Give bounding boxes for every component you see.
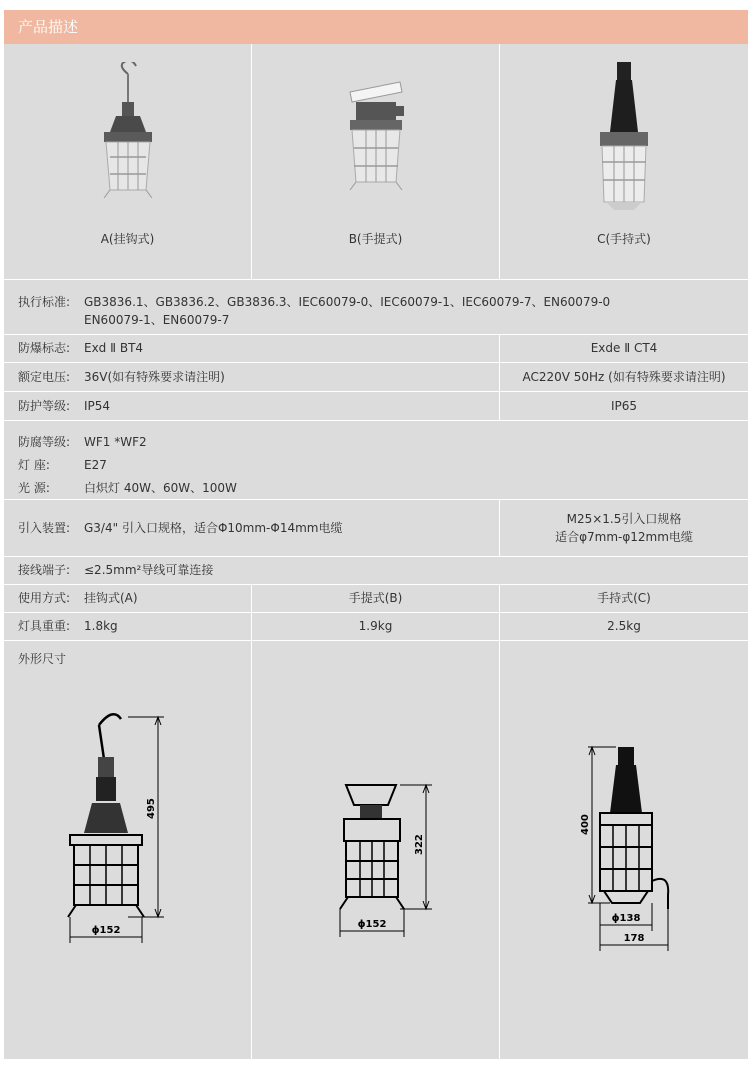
product-a <box>4 44 252 279</box>
voltage-label: 额定电压: <box>18 370 71 384</box>
product-a-caption: A(挂钩式) <box>100 232 155 246</box>
hook-lamp-drawing <box>4 641 252 1059</box>
product-c-caption: C(手持式) <box>597 232 651 246</box>
spec-table <box>4 44 748 1060</box>
weight-a: 1.8kg <box>84 619 118 633</box>
product-sheet <box>4 10 748 1060</box>
product-c <box>500 44 748 279</box>
handheld-lamp-drawing <box>500 641 748 1059</box>
usage-b: 手提式(B) <box>252 585 500 612</box>
ex-mark-row <box>4 335 748 363</box>
dimension-b <box>252 641 500 1059</box>
voltage-ab: 36V(如有特殊要求请注明) <box>84 370 225 384</box>
dim-b-width: ϕ152 <box>357 919 387 930</box>
standard-line2: EN60079-1、EN60079-7 <box>84 313 230 327</box>
handheld-lamp-photo <box>584 62 664 222</box>
section-header <box>4 10 748 44</box>
terminal-label: 接线端子: <box>18 563 71 577</box>
terminal-row <box>4 557 748 585</box>
dim-a-width: ϕ152 <box>91 925 121 936</box>
inlet-row <box>4 500 748 557</box>
lamp-base-value: E27 <box>84 458 107 472</box>
standard-line1: GB3836.1、GB3836.2、GB3836.3、IEC60079-0、IEC60079-1、IEC60079-7、EN60079-0 <box>84 295 611 309</box>
protection-c: IP65 <box>610 399 638 413</box>
product-b-caption: B(手提式) <box>348 232 403 246</box>
dimension-a <box>4 641 252 1059</box>
inlet-label: 引入装置: <box>18 521 71 535</box>
inlet-c-line1: M25×1.5引入口规格 <box>566 512 682 526</box>
lamp-base-label: 灯 座: <box>18 458 50 472</box>
product-photo-row <box>4 44 748 280</box>
protection-ab: IP54 <box>84 399 111 413</box>
usage-label: 使用方式: <box>18 591 71 605</box>
ex-mark-c: Exde Ⅱ CT4 <box>590 341 658 355</box>
ex-mark-label: 防爆标志: <box>18 341 71 355</box>
usage-a: 挂钩式(A) <box>84 591 138 605</box>
inlet-ab: G3/4" 引入口规格，适合Φ10mm-Φ14mm电缆 <box>84 521 343 535</box>
dim-c-width: ϕ138 <box>611 913 641 924</box>
usage-c: 手持式(C) <box>597 591 651 605</box>
weight-c: 2.5kg <box>607 619 641 633</box>
anticorrosion-value: WF1 *WF2 <box>84 435 147 449</box>
protection-row <box>4 392 748 421</box>
light-source-value: 白炽灯 40W、60W、100W <box>84 481 237 495</box>
dimension-row <box>4 641 748 1060</box>
dim-c-height: 400 <box>580 814 591 835</box>
product-b <box>252 44 500 279</box>
inlet-c-line2: 适合φ7mm-φ12mm电缆 <box>555 530 693 544</box>
section-title: 产品描述 <box>18 18 79 36</box>
hook-lamp-photo <box>88 62 168 222</box>
ex-mark-ab: Exd Ⅱ BT4 <box>84 341 144 355</box>
dimension-c <box>500 641 748 1059</box>
usage-row <box>4 585 748 613</box>
standard-row <box>4 280 748 335</box>
voltage-c: AC220V 50Hz (如有特殊要求请注明) <box>522 370 726 384</box>
anticorrosion-label: 防腐等级: <box>18 435 71 449</box>
weight-row <box>4 613 748 641</box>
light-source-label: 光 源: <box>18 481 50 495</box>
dim-c-width2: 178 <box>623 933 645 944</box>
weight-b: 1.9kg <box>252 613 500 640</box>
misc-row <box>4 421 748 500</box>
dim-b-height: 322 <box>414 834 425 855</box>
dim-a-height: 495 <box>146 798 157 819</box>
protection-label: 防护等级: <box>18 399 71 413</box>
dimension-title: 外形尺寸 <box>18 652 67 666</box>
handle-lamp-photo <box>336 62 416 222</box>
weight-label: 灯具重重: <box>18 619 71 633</box>
standard-label: 执行标准: <box>18 295 71 309</box>
voltage-row <box>4 363 748 392</box>
terminal-value: ≤2.5mm²导线可靠连接 <box>84 563 214 577</box>
handle-lamp-drawing <box>252 641 500 1059</box>
